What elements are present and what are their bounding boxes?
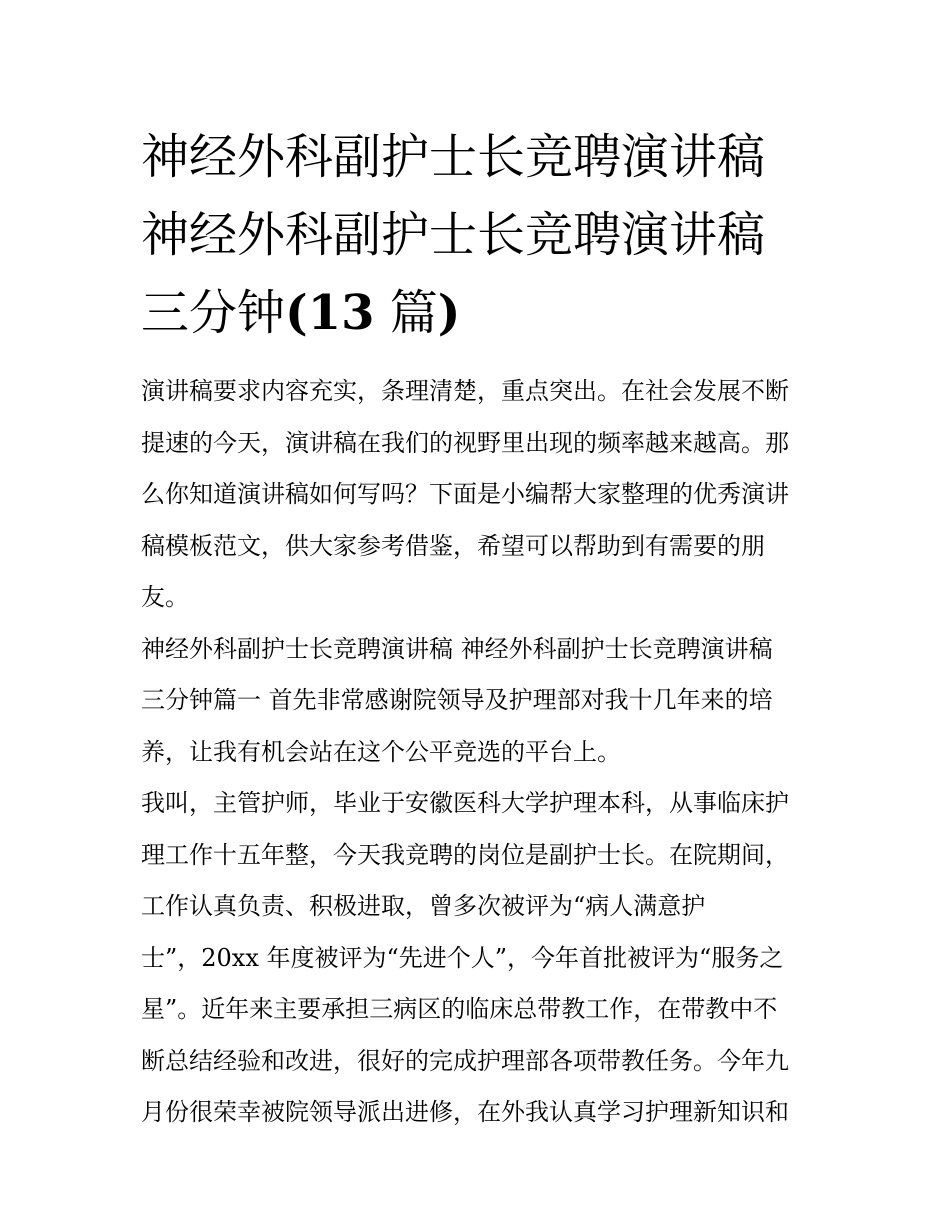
body-line: 提速的今天，演讲稿在我们的视野里出现的频率越来越高。那 xyxy=(141,428,789,457)
title-line-3-prefix: 三分钟 xyxy=(141,285,286,341)
document-page xyxy=(141,118,821,1139)
body-line: 么你知道演讲稿如何写吗？下面是小编帮大家整理的优秀演讲 xyxy=(141,480,789,508)
body-line: 星”。近年来主要承担三病区的临床总带教工作，在带教中不 xyxy=(141,995,778,1023)
title-line-1: 神经外科副护士长竞聘演讲稿 xyxy=(141,129,766,185)
body-line: 月份很荣幸被院领导派出进修，在外我认真学习护理新知识和 xyxy=(141,1098,789,1126)
body-line: 稿模板范文，供大家参考借鉴，希望可以帮助到有需要的朋 xyxy=(141,531,765,560)
body-line: 士”，20xx 年度被评为“先进个人”，今年首批被评为“服务之 xyxy=(141,943,784,972)
document-body xyxy=(141,366,821,1139)
body-line: 断总结经验和改进，很好的完成护理部各项带教任务。今年九 xyxy=(141,1046,789,1075)
title-line-3 xyxy=(141,274,821,352)
body-line: 神经外科副护士长竞聘演讲稿 神经外科副护士长竞聘演讲稿 xyxy=(141,634,773,663)
body-line: 养，让我有机会站在这个公平竞选的平台上。 xyxy=(141,737,621,766)
title-line-3-count: (13 xyxy=(285,285,375,341)
body-line: 工作认真负责、积极进取，曾多次被评为“病人满意护 xyxy=(141,892,706,920)
body-line: 演讲稿要求内容充实，条理清楚，重点突出。在社会发展不断 xyxy=(141,377,789,405)
title-line-3-close: ) xyxy=(437,285,461,341)
title-line-3-unit: 篇 xyxy=(374,285,438,341)
body-line: 友。 xyxy=(141,583,189,611)
body-line: 三分钟篇一 首先非常感谢院领导及护理部对我十几年来的培 xyxy=(141,686,773,714)
body-line: 理工作十五年整，今天我竞聘的岗位是副护士长。在院期间， xyxy=(141,840,789,869)
title-line-2: 神经外科副护士长竞聘演讲稿 xyxy=(141,207,766,263)
body-line: 我叫，主管护师，毕业于安徽医科大学护理本科，从事临床护 xyxy=(141,789,789,817)
document-title xyxy=(141,118,821,352)
